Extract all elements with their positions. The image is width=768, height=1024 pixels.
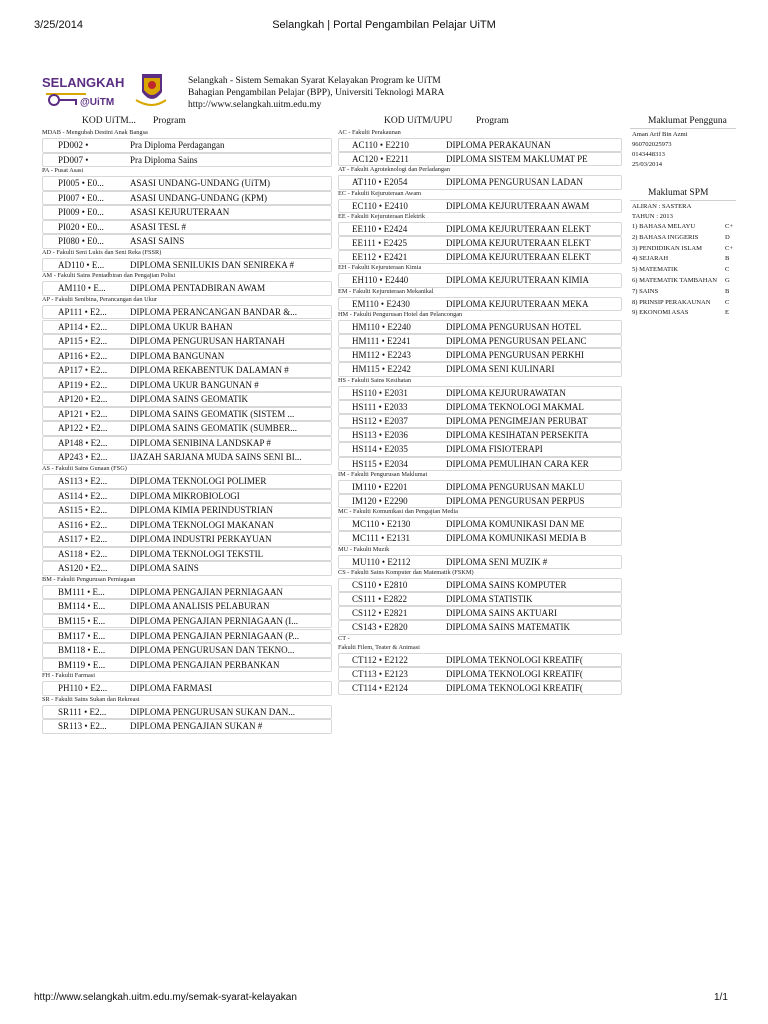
left-program-code: AP114 • E2...	[58, 321, 108, 332]
left-section-title: AM - Fakulti Sains Pentadbiran dan Pengajian Polisi	[42, 272, 176, 280]
left-program-code: BM117 • E...	[58, 630, 106, 641]
left-program-name: DIPLOMA MIKROBIOLOGI	[130, 490, 240, 501]
left-program-name: DIPLOMA INDUSTRI PERKAYUAN	[130, 534, 272, 545]
left-program-name: ASASI UNDANG-UNDANG (KPM)	[130, 192, 267, 203]
left-program-code: AM110 • E...	[58, 283, 106, 294]
print-footer-url: http://www.selangkah.uitm.edu.my/semak-syarat-kelayakan	[34, 992, 297, 1003]
left-program-name: ASASI TESL #	[130, 221, 187, 232]
user-info-line: 0143448313	[632, 151, 665, 158]
left-program-name: DIPLOMA TEKNOLOGI TEKSTIL	[130, 548, 264, 559]
mid-section-title: MU - Fakulti Muzik	[338, 545, 390, 553]
mid-program-code: CT112 • E2122	[352, 654, 408, 665]
print-date: 3/25/2014	[34, 19, 83, 31]
left-program-code: AP119 • E2...	[58, 379, 108, 390]
spm-subject-name: 9) EKONOMI ASAS	[632, 309, 689, 317]
mid-section-title: IM - Fakulti Pengurusan Maklumat	[338, 470, 428, 478]
left-col-code-header: KOD UiTM...	[82, 116, 136, 126]
left-program-code: AP121 • E2...	[58, 408, 108, 419]
left-program-name: DIPLOMA BANGUNAN	[130, 350, 225, 361]
left-program-name: DIPLOMA SAINS GEOMATIK	[130, 394, 249, 405]
spm-subject-name: 6) MATEMATIK TAMBAHAN	[632, 277, 718, 284]
left-section-title: SR - Fakulti Sains Sukan dan Rekreasi	[42, 695, 140, 703]
left-program-code: BM111 • E...	[58, 586, 105, 597]
left-program-code: PI007 • E0...	[58, 192, 104, 203]
mid-section-title: AC - Fakulti Perakaunan	[338, 129, 401, 136]
mid-section-title: Fakulti Filem, Teater & Animasi	[338, 643, 420, 651]
mid-program-name: DIPLOMA KOMUNIKASI DAN ME	[446, 519, 585, 530]
left-program-code: SR113 • E2...	[58, 721, 107, 732]
left-program-code: PI009 • E0...	[58, 207, 104, 218]
user-info-title: Maklumat Pengguna	[648, 116, 727, 126]
left-program-name: Pra Diploma Sains	[130, 154, 198, 165]
mid-program-code: AC120 • E2211	[352, 154, 409, 165]
mid-program-code: EE111 • E2425	[352, 238, 407, 248]
left-program-name: DIPLOMA PENGURUSAN HARTANAH	[130, 336, 285, 347]
left-program-code: PI020 • E0...	[58, 221, 104, 232]
left-program-code: AS114 • E2...	[58, 490, 108, 501]
spm-subject-grade: C	[725, 266, 730, 274]
mid-program-name: DIPLOMA TEKNOLOGI KREATIF(	[446, 654, 583, 665]
mid-section-title: CS - Fakulti Sains Komputer dan Matematik (FSKM)	[338, 568, 474, 576]
left-program-code: PI080 • E0...	[58, 236, 104, 247]
mid-program-name: DIPLOMA SAINS KOMPUTER	[446, 579, 567, 590]
mid-program-code: EC110 • E2410	[352, 200, 408, 211]
spm-subject-name: 7) SAINS	[632, 287, 659, 295]
left-program-name: DIPLOMA KIMIA PERINDUSTRIAN	[130, 505, 274, 516]
left-program-code: AS120 • E2...	[58, 563, 108, 574]
uitm-crest-icon	[136, 74, 166, 105]
mid-program-code: HM111 • E2241	[352, 336, 411, 346]
spm-meta-line: TAHUN : 2013	[632, 213, 673, 220]
left-section-title: PA - Pusat Asasi	[42, 167, 84, 175]
mid-program-code: CS112 • E2821	[352, 608, 408, 619]
mid-program-name: DIPLOMA KEJURUTERAAN MEKA	[446, 298, 589, 309]
left-program-code: PH110 • E2...	[58, 683, 108, 694]
left-program-code: BM119 • E...	[58, 659, 106, 670]
left-program-code: AS117 • E2...	[58, 534, 108, 545]
mid-program-name: DIPLOMA SENI KULINARI	[446, 364, 555, 375]
mid-program-name: DIPLOMA PERAKAUNAN	[446, 140, 551, 150]
mid-program-name: DIPLOMA PENGURUSAN HOTEL	[446, 321, 582, 332]
header-department: Bahagian Pengambilan Pelajar (BPP), Universiti Teknologi MARA	[188, 88, 445, 98]
left-program-code: AS113 • E2...	[58, 476, 108, 486]
mid-program-name: DIPLOMA PENGIMEJAN PERUBAT	[446, 416, 588, 426]
mid-program-code: HS110 • E2031	[352, 387, 408, 398]
mid-section-title: AT - Fakulti Agroteknologi dan Perladangan	[338, 166, 450, 174]
left-program-code: PI005 • E0...	[58, 178, 104, 189]
mid-program-code: CT114 • E2124	[352, 683, 408, 693]
mid-program-name: DIPLOMA KEJURUTERAAN AWAM	[446, 200, 590, 211]
left-section-title: FH - Fakulti Farmasi	[42, 672, 95, 680]
mid-program-name: DIPLOMA KEJURUTERAAN ELEKT	[446, 223, 591, 234]
left-program-name: DIPLOMA REKABENTUK DALAMAN #	[130, 365, 289, 376]
mid-program-name: DIPLOMA SISTEM MAKLUMAT PE	[446, 154, 588, 165]
spm-subject-grade: C+	[725, 244, 734, 252]
mid-program-code: MC110 • E2130	[352, 519, 411, 530]
spm-subject-name: 1) BAHASA MELAYU	[632, 223, 696, 230]
left-program-code: AS116 • E2...	[58, 519, 108, 530]
logo-text-sub: @UiTM	[80, 97, 115, 108]
mid-program-name: DIPLOMA PEMULIHAN CARA KER	[446, 458, 589, 469]
spm-subject-name: 8) PRINSIP PERAKAUNAN	[632, 298, 711, 306]
left-program-name: DIPLOMA SAINS GEOMATIK (SISTEM ...	[130, 408, 295, 419]
left-section-title: MDAB - Mengubah Destini Anak Bangsa	[42, 129, 148, 136]
mid-program-code: AC110 • E2210	[352, 140, 409, 150]
header-url[interactable]: http://www.selangkah.uitm.edu.my	[188, 100, 322, 110]
left-program-name: DIPLOMA PENGAJIAN PERBANKAN	[130, 659, 280, 670]
print-title: Selangkah | Portal Pengambilan Pelajar UiTM	[272, 19, 496, 31]
mid-program-name: DIPLOMA PENGURUSAN MAKLU	[446, 481, 585, 492]
left-program-name: DIPLOMA SAINS	[130, 563, 199, 574]
left-program-code: AP115 • E2...	[58, 336, 108, 347]
spm-info-title: Maklumat SPM	[648, 188, 709, 198]
left-program-name: DIPLOMA FARMASI	[130, 683, 213, 694]
header-system-name: Selangkah - Sistem Semakan Syarat Kelayakan Program ke UiTM	[188, 76, 441, 86]
left-program-name: ASASI UNDANG-UNDANG (UiTM)	[130, 178, 270, 189]
mid-program-code: HS114 • E2035	[352, 444, 408, 455]
mid-program-name: DIPLOMA TEKNOLOGI MAKMAL	[446, 401, 584, 412]
user-info-line: 25/03/2014	[632, 161, 663, 168]
left-program-code: PD007 •	[58, 154, 89, 165]
left-program-code: BM115 • E...	[58, 615, 106, 626]
left-program-name: DIPLOMA SENIBINA LANDSKAP #	[130, 437, 271, 448]
spm-subject-grade: C	[725, 298, 730, 306]
mid-program-name: DIPLOMA TEKNOLOGI KREATIF(	[446, 683, 583, 693]
mid-program-name: DIPLOMA PENGURUSAN PELANC	[446, 336, 587, 346]
spm-subject-grade: B	[725, 255, 730, 263]
left-program-code: AP116 • E2...	[58, 350, 108, 361]
left-program-name: DIPLOMA PENGURUSAN DAN TEKNO...	[130, 645, 295, 656]
spm-meta-line: ALIRAN : SASTERA	[632, 203, 692, 210]
left-program-name: ASASI SAINS	[130, 236, 185, 247]
selangkah-logo[interactable]	[40, 70, 166, 110]
mid-program-code: HM110 • E2240	[352, 321, 411, 332]
mid-section-title: HS - Fakulti Sains Kesihatan	[338, 376, 412, 384]
mid-program-name: DIPLOMA SAINS AKTUARI	[446, 608, 558, 619]
left-program-name: ASASI KEJURUTERAAN	[130, 207, 230, 218]
mid-program-code: HS115 • E2034	[352, 458, 408, 469]
left-program-code: AP148 • E2...	[58, 437, 108, 448]
mid-program-code: CS143 • E2820	[352, 622, 408, 633]
spm-subject-grade: D	[725, 233, 730, 241]
left-program-code: AD110 • E...	[58, 259, 105, 270]
left-program-name: DIPLOMA PENGURUSAN SUKAN DAN...	[130, 706, 296, 717]
left-section-title: AP - Fakulti Senibina, Perancangan dan Ukur	[42, 295, 158, 303]
left-program-code: AP122 • E2...	[58, 423, 108, 434]
mid-program-name: DIPLOMA SAINS MATEMATIK	[446, 622, 571, 633]
mid-program-code: HM112 • E2243	[352, 350, 411, 361]
left-program-name: DIPLOMA PENGAJIAN PERNIAGAAN	[130, 586, 284, 597]
spm-subject-name: 4) SEJARAH	[632, 255, 669, 263]
left-program-name: DIPLOMA PENGAJIAN SUKAN #	[130, 721, 263, 732]
mid-program-name: DIPLOMA KEJURUTERAAN ELEKT	[446, 252, 591, 263]
mid-program-code: HM115 • E2242	[352, 364, 411, 375]
left-program-code: AS118 • E2...	[58, 548, 108, 559]
spm-subject-name: 3) PENDIDIKAN ISLAM	[632, 244, 702, 252]
mid-program-code: HS113 • E2036	[352, 430, 408, 441]
mid-program-name: DIPLOMA KEJURUTERAAN ELEKT	[446, 238, 591, 248]
left-program-name: DIPLOMA SAINS GEOMATIK (SUMBER...	[130, 423, 298, 434]
left-program-code: PD002 •	[58, 140, 89, 150]
mid-program-name: DIPLOMA PENGURUSAN PERPUS	[446, 496, 585, 506]
mid-col-program-header: Program	[476, 116, 509, 126]
mid-program-code: HS111 • E2033	[352, 401, 408, 412]
print-footer-page: 1/1	[714, 992, 728, 1003]
left-program-name: IJAZAH SARJANA MUDA SAINS SENI BI...	[130, 452, 302, 463]
mid-section-title: EC - Fakulti Kejuruteraan Awam	[338, 189, 422, 197]
mid-program-code: EH110 • E2440	[352, 275, 409, 286]
left-section-title: BM - Fakulti Pengurusan Perniagaan	[42, 575, 136, 583]
left-program-name: DIPLOMA UKUR BANGUNAN #	[130, 379, 259, 390]
mid-program-name: DIPLOMA FISIOTERAPI	[446, 444, 543, 455]
mid-program-name: DIPLOMA KEJURURAWATAN	[446, 387, 566, 398]
left-program-name: DIPLOMA ANALISIS PELABURAN	[130, 601, 270, 612]
left-program-name: DIPLOMA PENGAJIAN PERNIAGAAN (P...	[130, 630, 300, 641]
left-program-name: DIPLOMA TEKNOLOGI POLIMER	[130, 476, 267, 486]
logo-text-main: SELANGKAH	[42, 75, 125, 90]
left-program-name: DIPLOMA TEKNOLOGI MAKANAN	[130, 519, 274, 530]
mid-program-name: DIPLOMA SENI MUZIK #	[446, 556, 548, 567]
mid-program-code: CT113 • E2123	[352, 668, 408, 679]
mid-program-code: HS112 • E2037	[352, 416, 408, 426]
mid-program-name: DIPLOMA KOMUNIKASI MEDIA B	[446, 533, 587, 544]
left-program-code: BM118 • E...	[58, 645, 106, 656]
mid-program-code: MC111 • E2131	[352, 533, 410, 544]
left-program-code: AP117 • E2...	[58, 365, 108, 376]
spm-subject-name: 5) MATEMATIK	[632, 266, 678, 274]
spm-subject-grade: G	[725, 277, 730, 284]
left-program-name: DIPLOMA PENGAJIAN PERNIAGAAN (I...	[130, 615, 298, 626]
mid-program-name: DIPLOMA PENGURUSAN LADAN	[446, 177, 584, 188]
spm-subject-grade: C+	[725, 223, 734, 230]
mid-program-code: CS111 • E2822	[352, 594, 407, 604]
mid-col-code-header: KOD UiTM/UPU	[384, 116, 453, 126]
mid-program-code: IM120 • E2290	[352, 496, 408, 506]
left-program-name: Pra Diploma Perdagangan	[130, 140, 225, 150]
left-program-code: SR111 • E2...	[58, 706, 107, 717]
mid-program-code: IM110 • E2201	[352, 481, 408, 492]
left-program-code: AP243 • E2...	[58, 452, 108, 463]
mid-section-title: HM - Fakulti Pengurusan Hotel dan Pelancongan	[338, 310, 463, 318]
left-section-title: AD - Fakulti Seni Lukis dan Seni Reka (FSSR)	[42, 248, 162, 256]
spm-subject-grade: B	[725, 287, 730, 295]
mid-program-code: EE112 • E2421	[352, 252, 408, 263]
left-program-name: DIPLOMA PERANCANGAN BANDAR &...	[130, 306, 298, 317]
left-program-code: BM114 • E...	[58, 601, 106, 612]
left-program-code: AP120 • E2...	[58, 394, 108, 405]
mid-section-title: EH - Fakulti Kejuruteraan Kimia	[338, 264, 422, 272]
left-program-name: DIPLOMA SENILUKIS DAN SENIREKA #	[130, 259, 295, 270]
left-col-program-header: Program	[153, 116, 186, 126]
mid-program-code: EM110 • E2430	[352, 298, 410, 309]
mid-section-title: CT -	[338, 634, 350, 642]
left-section-title: AS - Fakulti Sains Gunaan (FSG)	[42, 465, 127, 472]
mid-program-name: DIPLOMA TEKNOLOGI KREATIF(	[446, 668, 583, 679]
mid-section-title: EE - Fakulti Kejuruteraan Elektrik	[338, 212, 426, 220]
user-info-line: Aman Arif Bin Azmi	[632, 131, 688, 138]
mid-program-name: DIPLOMA KESIHATAN PERSEKITA	[446, 430, 589, 441]
mid-program-code: EE110 • E2424	[352, 223, 408, 234]
left-program-code: AS115 • E2...	[58, 505, 108, 516]
mid-program-code: CS110 • E2810	[352, 579, 408, 590]
logo-graphic	[40, 70, 166, 110]
left-program-name: DIPLOMA UKUR BAHAN	[130, 321, 233, 332]
mid-section-title: MC - Fakulti Komunikasi dan Pengajian Media	[338, 508, 458, 516]
mid-program-name: DIPLOMA STATISTIK	[446, 594, 533, 604]
spm-subject-grade: E	[725, 309, 730, 317]
mid-program-name: DIPLOMA KEJURUTERAAN KIMIA	[446, 275, 589, 286]
mid-section-title: EM - Fakulti Kejuruteraan Mekanikal	[338, 287, 434, 295]
mid-program-name: DIPLOMA PENGURUSAN PERKHI	[446, 350, 585, 361]
user-info-line: 960702025973	[632, 141, 672, 148]
mid-program-code: MU110 • E2112	[352, 556, 411, 567]
left-program-code: AP111 • E2...	[58, 306, 107, 317]
left-program-name: DIPLOMA PENTADBIRAN AWAM	[130, 283, 266, 294]
mid-program-code: AT110 • E2054	[352, 177, 408, 188]
spm-subject-name: 2) BAHASA INGGERIS	[632, 233, 699, 241]
